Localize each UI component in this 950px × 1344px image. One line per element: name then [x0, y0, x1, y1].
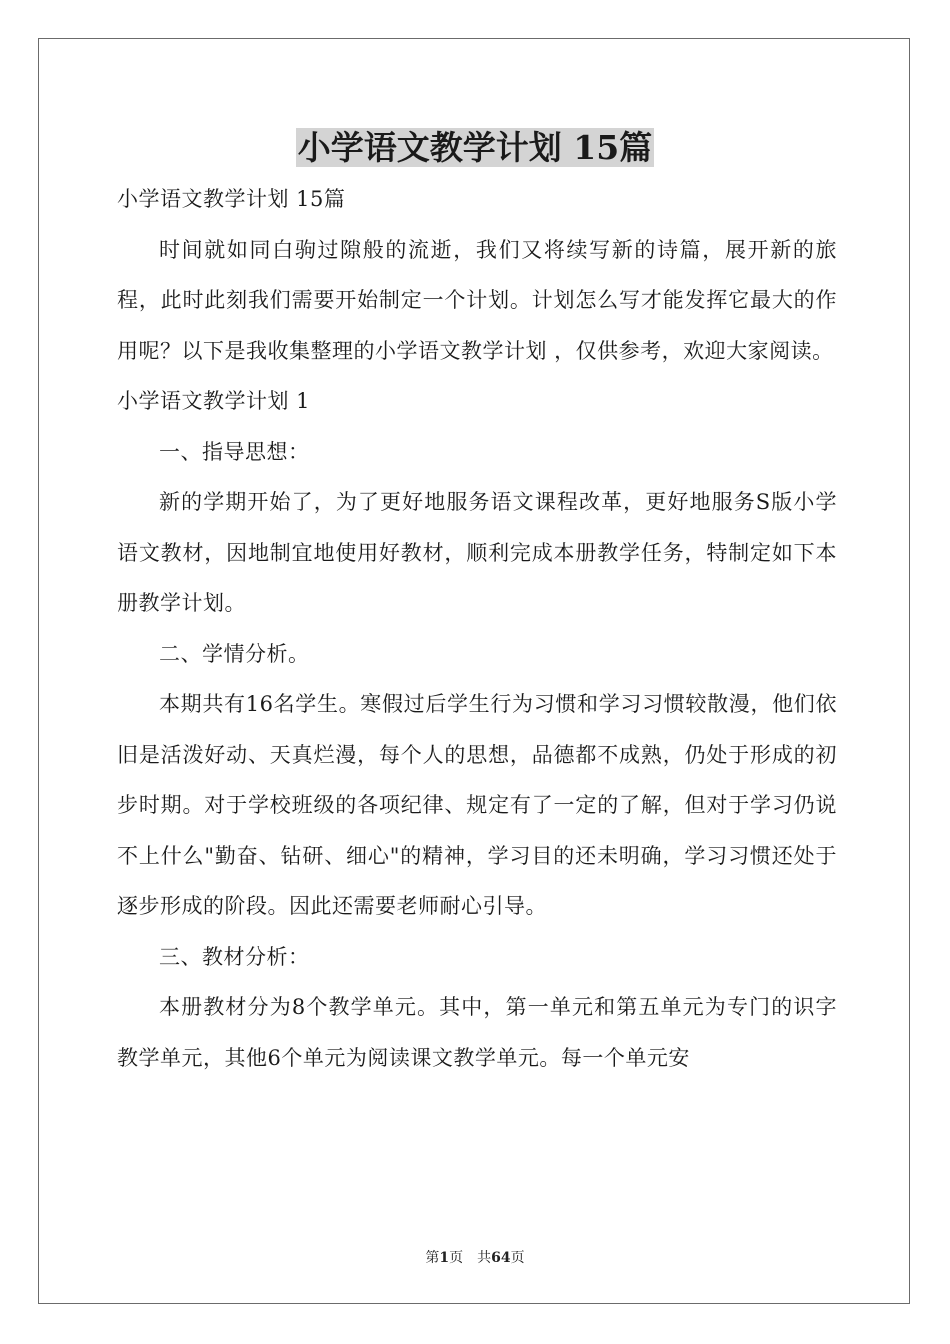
paragraph-guiding-thought: 新的学期开始了，为了更好地服务语文课程改革，更好地服务S版小学语文教材，因地制宜地使用好教材，顺利完成本册教学任务，特制定如下本册教学计划。: [117, 490, 837, 615]
heading-textbook-analysis: 三、教材分析：: [159, 944, 310, 969]
footer-page-suffix: 页: [449, 1250, 464, 1266]
footer-page-number: 1: [439, 1250, 450, 1266]
paragraph-student-analysis: 本期共有16名学生。寒假过后学生行为习惯和学习习惯较散漫，他们依旧是活泼好动、天真烂漫，每个人的思想，品德都不成熟，仍处于形成的初步时期。对于学校班级的各项纪律、规定有了一定的了解，但对于学习仍说不上什么"勤奋、钻研、细心"的精神，学习目的还未明确，学习习惯还处于逐步形成的阶段。因此还需要老师耐心引导。: [117, 692, 837, 918]
footer-total-suffix: 页: [510, 1250, 525, 1266]
intro-paragraph: 时间就如同白驹过隙般的流逝，我们又将续写新的诗篇，展开新的旅程，此时此刻我们需要开始制定一个计划。计划怎么写才能发挥它最大的作用呢？以下是我收集整理的小学语文教学计划 ，仅供参考，欢迎大家阅读。: [117, 237, 837, 363]
footer-total-pages: 64: [491, 1250, 511, 1266]
section-heading-plan-1: 小学语文教学计划 1: [117, 389, 311, 413]
subtitle-line: 小学语文教学计划 15篇: [117, 187, 346, 211]
document-body: [117, 174, 837, 1083]
page-footer: [0, 1247, 950, 1267]
document-title-text: 小学语文教学计划 15篇: [297, 128, 653, 167]
paragraph-textbook-analysis: 本册教材分为8个教学单元。其中，第一单元和第五单元为专门的识字教学单元，其他6个单元为阅读课文教学单元。每一个单元安: [117, 995, 837, 1070]
footer-page-prefix: 第: [425, 1250, 440, 1266]
footer-total-prefix: 共: [477, 1250, 492, 1266]
document-title: [0, 124, 950, 172]
heading-guiding-thought: 一、指导思想：: [159, 439, 310, 464]
heading-student-analysis: 二、学情分析。: [159, 641, 310, 666]
